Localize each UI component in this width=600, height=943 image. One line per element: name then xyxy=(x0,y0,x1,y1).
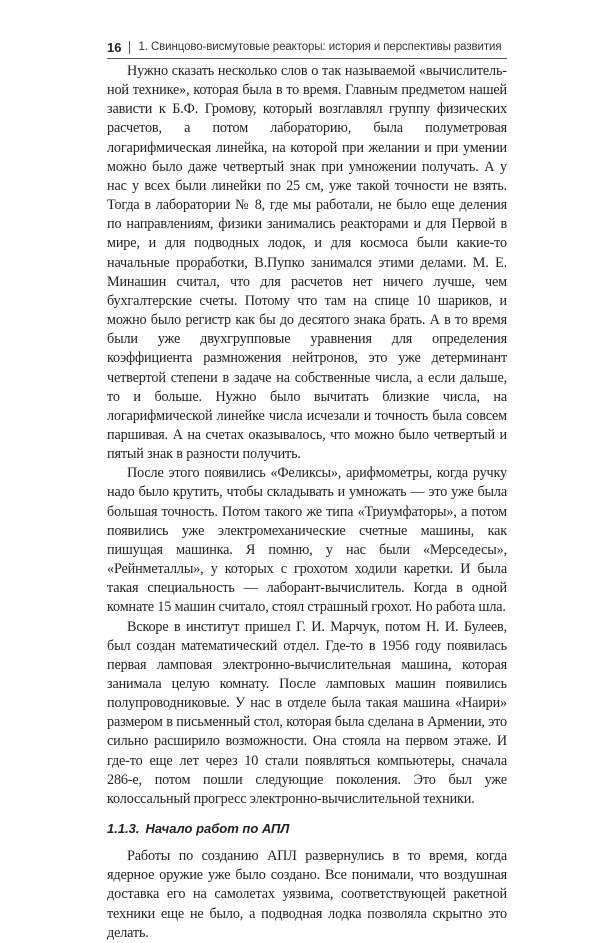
section-number: 1.1.3. xyxy=(107,821,140,837)
paragraph-computers: Вскоре в институт пришел Г. И. Марчук, потом Н. И. Булеев, был создан математический отдел. Где-то в 1956 году появилась первая ламповая электронно-вычислительная машина, которая занимала целую комнату. После ламповых машин появились полупроводниковые. У нас в отделе была такая машина «Наири» размером в письменный стол, которая была сделана в Армении, это сильно расширило возможности. Она стояла на первом этаже. И где-то еще лет через 10 стали появляться компьютеры, сначала 286-е, потом пошли следующие поколения. Это был уже колоссальный прогресс электронно-вычислительной техники. xyxy=(107,618,507,807)
section-heading xyxy=(107,821,507,837)
page-number: 16 xyxy=(107,39,122,55)
body-text xyxy=(107,62,507,943)
paragraph-computing-tools: Нужно сказать несколько слов о так называемой «вычислительной технике», которая была в то время. Главным предметом нашей зависти к Б.Ф. Громову, который возглавлял группу физических расчетов, а потом лабораторию, была полуметровая логарифмическая линейка, на которой при желании и при умении можно было даже четвертый знак при умножении получать. А у нас у всех были линейки по 25 см, уже такой точности не взять. Тогда в лаборатории № 8, где мы работали, не было еще деления по направлениям, физики занимались реакторами и для Первой в мире, и для подводных лодок, и для космоса были какие-то начальные проработки, В.Пупко занимался этими делами. М. Е. Минашин считал, что для расчетов нет ничего лучше, чем бухгалтерские счеты. Потому что там на спице 10 шариков, и можно было регистр как бы до десятого знака брать. А в то время были уже двухгрупповые уравнения для определения коэффициента размножения нейтронов, это уже детерминант четвертой степени в задаче на собственные числа, а если дальше, то и больше. Нужно было вычитать близкие числа, на логарифмической линейке числа исчезали и точность была совсем паршивая. А на счетах оказывалось, что можно было четвертый и пятый знак в разности получить. xyxy=(107,63,507,463)
header-separator xyxy=(129,41,130,54)
section-title: Начало работ по АПЛ xyxy=(145,821,290,837)
chapter-title: 1. Свинцово-висмутовые реакторы: история и перспективы развития xyxy=(138,41,502,53)
running-header xyxy=(107,36,507,59)
paragraph-apl-start: Работы по созданию АПЛ развернулись в то время, когда ядерное оружие уже было создано. Все понимали, что воздушная доставка его на самолетах уязвима, соответствующей ракетной техники еще не было, а подводная лодка позволяла скрытно это делать. xyxy=(107,848,507,941)
paragraph-calculators: После этого появились «Феликсы», арифмометры, когда ручку надо было крутить, чтобы складывать и умножать — это уже была большая точность. Потом такого же типа «Триумфаторы», а потом появились уже электромеханические счетные машины, как пишущая машинка. Я помню, у нас были «Мерседесы», «Рейнметаллы», у которых с грохотом ходили каретки. И была такая специальность — лаборант-вычислитель. Когда в одной комнате 15 машин считало, стоял страшный грохот. Но работа шла. xyxy=(107,465,507,616)
